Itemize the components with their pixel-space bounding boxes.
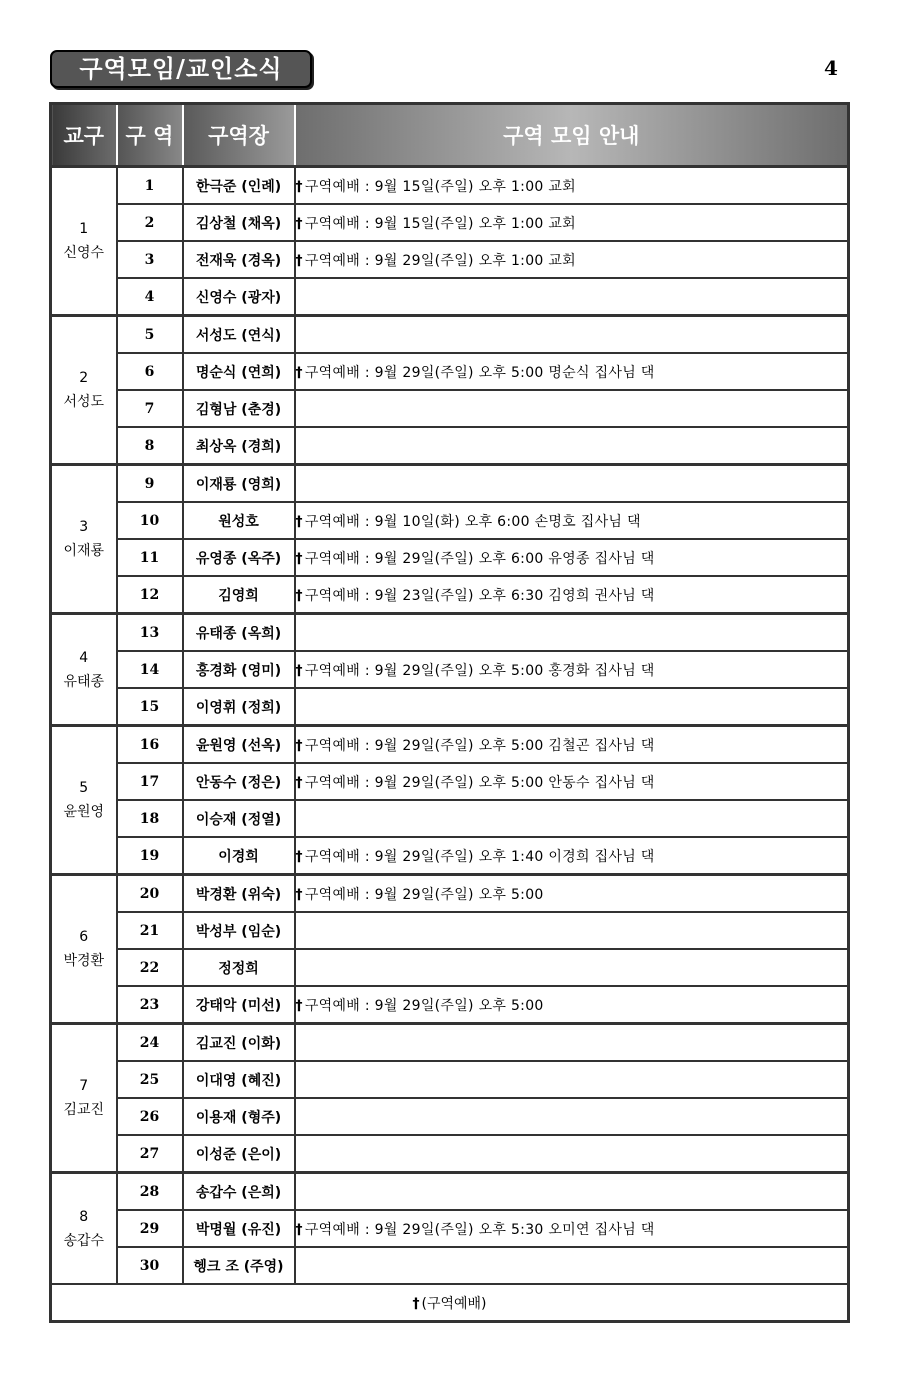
- meeting-info-text: 구역예배 : 9월 15일(주일) 오후 1:00 교회: [304, 215, 577, 232]
- meeting-info-cell: [295, 726, 849, 764]
- meeting-info-cell: [295, 427, 849, 465]
- cross-icon: †: [295, 848, 303, 865]
- zone-number: 7: [117, 390, 183, 427]
- table-body: [51, 167, 849, 1285]
- zone-number: 27: [117, 1135, 183, 1173]
- meeting-info-cell: [295, 800, 849, 837]
- zone-number: 28: [117, 1173, 183, 1211]
- zone-leader: 이성준 (은이): [183, 1135, 295, 1173]
- meeting-info-cell: [295, 1247, 849, 1284]
- meeting-info-cell: [295, 204, 849, 241]
- zone-leader: 유영종 (옥주): [183, 539, 295, 576]
- meeting-info-cell: [295, 614, 849, 652]
- zone-number: 26: [117, 1098, 183, 1135]
- parish-number: 8: [79, 1208, 89, 1225]
- zone-leader: 이승재 (정열): [183, 800, 295, 837]
- cross-icon: †: [412, 1295, 420, 1312]
- parish-number: 6: [79, 929, 89, 945]
- parish-leader-name: 이재룡: [63, 543, 105, 559]
- table-row: [51, 726, 849, 764]
- zone-number: 12: [117, 576, 183, 614]
- meeting-info-text: 구역예배 : 9월 29일(주일) 오후 1:00 교회: [304, 252, 577, 269]
- zone-leader: 박명월 (유진): [183, 1210, 295, 1247]
- parish-leader-name: 윤원영: [63, 804, 105, 820]
- meeting-info-cell: [295, 837, 849, 875]
- table-row: [51, 1210, 849, 1247]
- parish-cell: [51, 875, 117, 1024]
- zone-number: 13: [117, 614, 183, 652]
- zone-leader: 송갑수 (은희): [183, 1173, 295, 1211]
- cross-icon: †: [295, 997, 303, 1014]
- parish-leader-name: 유태종: [63, 673, 105, 690]
- meeting-info-cell: [295, 353, 849, 390]
- table-row: [51, 316, 849, 354]
- table-row: [51, 949, 849, 986]
- zone-number: 18: [117, 800, 183, 837]
- zone-number: 25: [117, 1061, 183, 1098]
- zone-leader: 정정희: [183, 949, 295, 986]
- zone-number: 21: [117, 912, 183, 949]
- parish-number: 7: [79, 1078, 89, 1094]
- meeting-info-cell: [295, 1135, 849, 1173]
- zone-number: 23: [117, 986, 183, 1024]
- zone-number: 2: [117, 204, 183, 241]
- parish-cell: [51, 316, 117, 465]
- meeting-info-cell: [295, 316, 849, 354]
- meeting-info-cell: [295, 688, 849, 726]
- meeting-info-cell: [295, 1024, 849, 1062]
- meeting-info-cell: [295, 167, 849, 205]
- table-row: [51, 986, 849, 1024]
- meeting-info-text: 구역예배 : 9월 29일(주일) 오후 6:00 유영종 집사님 댁: [304, 550, 655, 567]
- zone-leader: 강태악 (미선): [183, 986, 295, 1024]
- table-row: [51, 875, 849, 913]
- zone-leader: 유태종 (옥희): [183, 614, 295, 652]
- zone-number: 29: [117, 1210, 183, 1247]
- parish-cell: [51, 167, 117, 316]
- zone-leader: 전재욱 (경옥): [183, 241, 295, 278]
- zone-leader: 이재룡 (영희): [183, 465, 295, 503]
- zone-leader: 홍경화 (영미): [183, 651, 295, 688]
- table-row: [51, 800, 849, 837]
- meeting-info-cell: [295, 875, 849, 913]
- meeting-info-cell: [295, 1173, 849, 1211]
- table-row: [51, 427, 849, 465]
- table-row: [51, 1173, 849, 1211]
- parish-cell: [51, 726, 117, 875]
- district-meeting-table: [49, 102, 850, 1323]
- meeting-info-text: 구역예배 : 9월 29일(주일) 오후 1:40 이경희 집사님 댁: [304, 848, 655, 865]
- zone-number: 14: [117, 651, 183, 688]
- table-row: [51, 390, 849, 427]
- meeting-info-cell: [295, 1061, 849, 1098]
- meeting-info-cell: [295, 912, 849, 949]
- parish-cell: [51, 1173, 117, 1285]
- cross-icon: †: [295, 886, 303, 903]
- meeting-info-cell: [295, 278, 849, 316]
- parish-number: 5: [79, 780, 89, 796]
- meeting-info-text: 구역예배 : 9월 29일(주일) 오후 5:30 오미연 집사님 댁: [304, 1221, 655, 1238]
- zone-leader: 이대영 (혜진): [183, 1061, 295, 1098]
- zone-leader: 박성부 (임순): [183, 912, 295, 949]
- meeting-info-text: 구역예배 : 9월 23일(주일) 오후 6:30 김영희 권사님 댁: [304, 587, 655, 604]
- footer-row: [51, 1284, 849, 1322]
- zone-number: 3: [117, 241, 183, 278]
- parish-leader-name: 서성도: [63, 394, 105, 410]
- zone-number: 1: [117, 167, 183, 205]
- table-row: [51, 241, 849, 278]
- table-header-row: [51, 104, 849, 167]
- table-row: [51, 353, 849, 390]
- meeting-info-text: 구역예배 : 9월 29일(주일) 오후 5:00: [304, 886, 544, 903]
- section-title-box: [50, 50, 312, 88]
- parish-leader-name: 송갑수: [63, 1232, 105, 1249]
- meeting-info-cell: [295, 949, 849, 986]
- table-row: [51, 614, 849, 652]
- meeting-info-cell: [295, 1210, 849, 1247]
- zone-leader: 서성도 (연식): [183, 316, 295, 354]
- table-row: [51, 837, 849, 875]
- zone-leader: 윤원영 (선옥): [183, 726, 295, 764]
- zone-leader: 김교진 (이화): [183, 1024, 295, 1062]
- meeting-info-cell: [295, 763, 849, 800]
- table-row: [51, 1061, 849, 1098]
- zone-leader: 김영희: [183, 576, 295, 614]
- zone-leader: 김상철 (채옥): [183, 204, 295, 241]
- table-row: [51, 1024, 849, 1062]
- header-parish: 교구: [51, 104, 117, 167]
- cross-icon: †: [295, 513, 303, 530]
- zone-number: 20: [117, 875, 183, 913]
- cross-icon: †: [295, 1221, 303, 1238]
- cross-icon: †: [295, 587, 303, 604]
- meeting-info-cell: [295, 390, 849, 427]
- zone-leader: 한극준 (인례): [183, 167, 295, 205]
- cross-icon: †: [295, 215, 303, 232]
- meeting-info-text: 구역예배 : 9월 29일(주일) 오후 5:00 명순식 집사님 댁: [304, 364, 655, 381]
- parish-number: 2: [79, 370, 89, 386]
- header-meeting-info: 구역 모임 안내: [295, 104, 849, 167]
- zone-leader: 김형남 (춘경): [183, 390, 295, 427]
- meeting-info-cell: [295, 1098, 849, 1135]
- zone-number: 24: [117, 1024, 183, 1062]
- meeting-info-cell: [295, 502, 849, 539]
- section-title: 구역모임/교인소식: [79, 54, 283, 83]
- zone-number: 19: [117, 837, 183, 875]
- meeting-info-text: 구역예배 : 9월 10일(화) 오후 6:00 손명호 집사님 댁: [304, 513, 641, 530]
- meeting-info-text: 구역예배 : 9월 29일(주일) 오후 5:00: [304, 997, 544, 1014]
- parish-number: 4: [79, 649, 89, 666]
- footer-legend: [51, 1284, 849, 1322]
- table-row: [51, 539, 849, 576]
- zone-number: 10: [117, 502, 183, 539]
- meeting-info-cell: [295, 465, 849, 503]
- cross-icon: †: [295, 774, 303, 791]
- meeting-info-cell: [295, 986, 849, 1024]
- zone-number: 30: [117, 1247, 183, 1284]
- zone-leader: 안동수 (정은): [183, 763, 295, 800]
- meeting-info-cell: [295, 539, 849, 576]
- meeting-info-text: 구역예배 : 9월 29일(주일) 오후 5:00 안동수 집사님 댁: [304, 774, 655, 791]
- table-row: [51, 1098, 849, 1135]
- table-row: [51, 763, 849, 800]
- zone-number: 5: [117, 316, 183, 354]
- zone-leader: 최상옥 (경희): [183, 427, 295, 465]
- cross-icon: †: [295, 364, 303, 381]
- table-row: [51, 576, 849, 614]
- zone-leader: 신영수 (광자): [183, 278, 295, 316]
- cross-icon: †: [295, 252, 303, 269]
- zone-leader: 박경환 (위숙): [183, 875, 295, 913]
- zone-leader: 이경희: [183, 837, 295, 875]
- table-row: [51, 167, 849, 205]
- table-row: [51, 1247, 849, 1284]
- cross-icon: †: [295, 550, 303, 567]
- table-row: [51, 651, 849, 688]
- table-row: [51, 465, 849, 503]
- zone-number: 6: [117, 353, 183, 390]
- parish-leader-name: 김교진: [63, 1102, 105, 1118]
- parish-cell: [51, 1024, 117, 1173]
- parish-leader-name: 신영수: [63, 245, 105, 261]
- page-number: 4: [824, 56, 838, 80]
- meeting-info-cell: [295, 651, 849, 688]
- table-row: [51, 688, 849, 726]
- zone-number: 22: [117, 949, 183, 986]
- meeting-info-text: 구역예배 : 9월 29일(주일) 오후 5:00 김철곤 집사님 댁: [304, 737, 655, 754]
- table-row: [51, 912, 849, 949]
- table-row: [51, 278, 849, 316]
- table-row: [51, 502, 849, 539]
- zone-leader: 헹크 조 (주영): [183, 1247, 295, 1284]
- table-row: [51, 204, 849, 241]
- meeting-info-text: 구역예배 : 9월 29일(주일) 오후 5:00 홍경화 집사님 댁: [304, 662, 655, 679]
- header-zone: 구 역: [117, 104, 183, 167]
- table-row: [51, 1135, 849, 1173]
- parish-leader-name: 박경환: [63, 953, 105, 969]
- zone-number: 8: [117, 427, 183, 465]
- meeting-info-cell: [295, 241, 849, 278]
- zone-leader: 명순식 (연희): [183, 353, 295, 390]
- zone-number: 15: [117, 688, 183, 726]
- zone-number: 17: [117, 763, 183, 800]
- meeting-info-cell: [295, 576, 849, 614]
- cross-icon: †: [295, 178, 303, 195]
- zone-number: 4: [117, 278, 183, 316]
- cross-icon: †: [295, 662, 303, 679]
- parish-cell: [51, 465, 117, 614]
- zone-number: 9: [117, 465, 183, 503]
- header-leader: 구역장: [183, 104, 295, 167]
- zone-leader: 이영휘 (정희): [183, 688, 295, 726]
- meeting-info-text: 구역예배 : 9월 15일(주일) 오후 1:00 교회: [304, 178, 577, 195]
- zone-number: 11: [117, 539, 183, 576]
- zone-leader: 원성호: [183, 502, 295, 539]
- zone-number: 16: [117, 726, 183, 764]
- zone-leader: 이용재 (형주): [183, 1098, 295, 1135]
- footer-text: (구역예배): [421, 1295, 487, 1312]
- parish-cell: [51, 614, 117, 726]
- parish-number: 3: [79, 519, 89, 535]
- cross-icon: †: [295, 737, 303, 754]
- parish-number: 1: [79, 221, 89, 237]
